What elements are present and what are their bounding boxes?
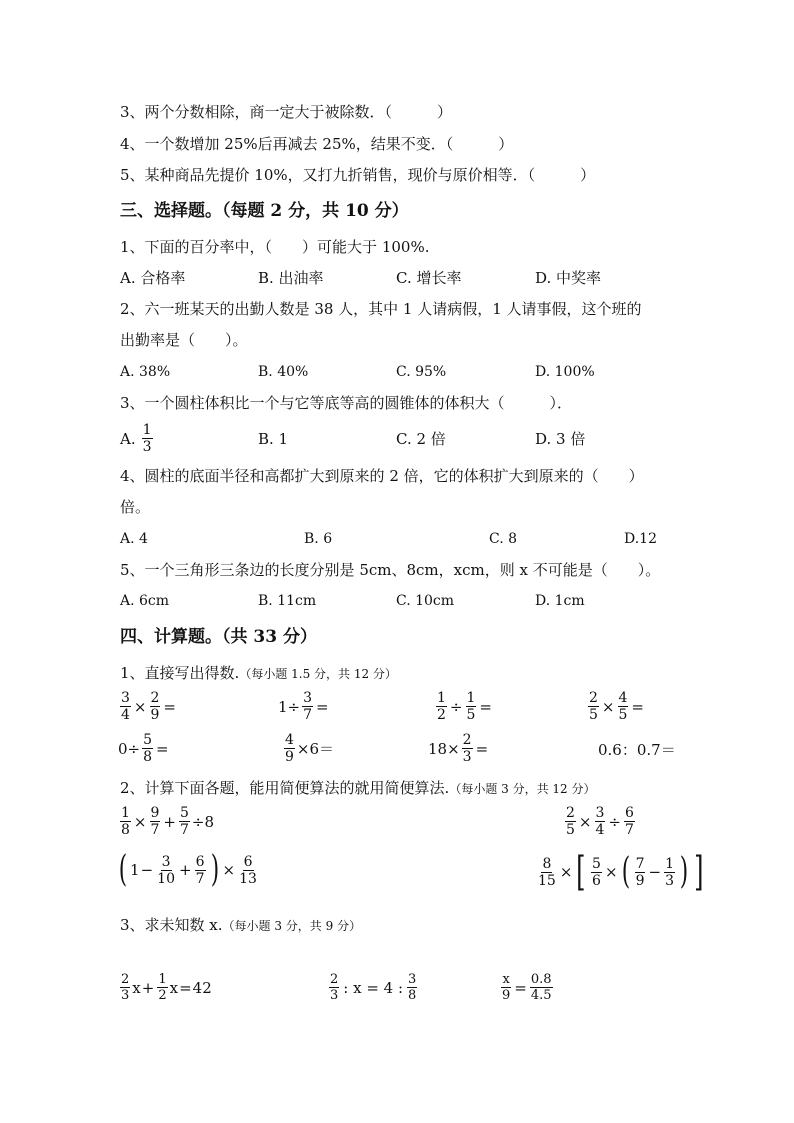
- denominator: 7: [180, 822, 189, 838]
- left-bracket: [: [576, 849, 586, 895]
- plus-sign: +: [163, 812, 176, 831]
- numerator: 0.8: [530, 972, 552, 987]
- equation-3: [499, 972, 555, 1003]
- subsection-title: 1、直接写出得数.: [120, 664, 240, 682]
- numerator: 2: [589, 690, 598, 706]
- denominator: 4: [121, 707, 130, 723]
- mental-calc-7: [428, 732, 489, 765]
- mental-calc-2: [278, 690, 330, 723]
- times-sign: ×: [601, 697, 615, 716]
- numerator: 3: [121, 690, 130, 706]
- denominator: 8: [408, 988, 417, 1003]
- numerator: 3: [595, 805, 605, 821]
- denominator: 3: [462, 749, 472, 765]
- right-bracket: ]: [694, 849, 704, 895]
- fraction: [618, 690, 629, 723]
- numerator: 1: [158, 972, 167, 987]
- numerator: 3: [408, 972, 417, 987]
- fraction: [501, 972, 511, 1003]
- choice-question-2-line1: 2、六一班某天的出勤人数是 38 人，其中 1 人请病假，1 人请事假，这个班的: [120, 300, 642, 318]
- fraction: [329, 972, 339, 1003]
- variable-x: x: [169, 978, 179, 997]
- numerator: 1: [437, 690, 446, 706]
- mental-calc-8: 0.6：0.7＝: [598, 741, 676, 759]
- numerator: 7: [635, 855, 645, 872]
- denominator: 13: [239, 870, 257, 887]
- denominator: 4.5: [530, 988, 552, 1003]
- numerator: 1: [121, 805, 130, 821]
- choice-q3-option-c: C. 2 倍: [396, 430, 446, 448]
- numerator: 8: [542, 855, 552, 872]
- judge-question-4: 4、一个数增加 25%后再减去 25%，结果不变．（ ）: [120, 135, 514, 153]
- minus-sign: −: [648, 863, 662, 881]
- denominator: 15: [538, 872, 556, 889]
- denominator: 5: [566, 822, 575, 838]
- minus-sign: −: [140, 861, 154, 879]
- numerator: 9: [150, 805, 160, 821]
- times-sign: ×: [578, 812, 592, 831]
- left-paren: (: [118, 849, 128, 890]
- calc-subsection-2-title: [120, 778, 596, 799]
- denominator: 3: [665, 872, 674, 889]
- times-sign: ×: [133, 812, 147, 831]
- choice-q5-option-c: C. 10cm: [396, 593, 455, 609]
- numerator: 1: [142, 422, 152, 438]
- times-sign: ×: [133, 697, 147, 716]
- subsection-note: （每小题 1.5 分，共 12 分）: [239, 667, 397, 681]
- fraction: [664, 856, 675, 889]
- equals-sign: =: [179, 978, 192, 997]
- choice-q3-option-a: [120, 422, 155, 455]
- fraction: [179, 805, 190, 838]
- fraction: [120, 972, 130, 1003]
- fraction: [157, 972, 167, 1003]
- choice-question-1: 1、下面的百分率中，（ ）可能大于 100%.: [120, 238, 430, 256]
- simplify-calc-4: [535, 849, 707, 895]
- choice-q1-option-c: C. 增长率: [396, 269, 462, 287]
- plus-sign: +: [179, 861, 192, 879]
- fraction: [195, 854, 206, 887]
- right-paren: ): [679, 851, 689, 892]
- subsection-title: 2、计算下面各题，能用简便算法的就用简便算法.: [120, 779, 450, 797]
- numerator: 4: [618, 690, 628, 706]
- denominator: 7: [303, 707, 313, 723]
- denominator: 7: [150, 822, 160, 838]
- equation-rhs: 42: [192, 978, 212, 997]
- choice-q4-option-c: C. 8: [489, 531, 518, 547]
- numerator: 2: [566, 805, 575, 821]
- choice-question-5: 5、一个三角形三条边的长度分别是 5cm、8cm，xcm，则 x 不可能是（ ）。: [120, 561, 661, 579]
- numerator: 2: [121, 972, 130, 987]
- numerator: 2: [330, 972, 339, 987]
- equals-sign: =: [475, 739, 489, 758]
- times-sign: ×: [222, 861, 236, 879]
- denominator: 3: [121, 988, 130, 1003]
- fraction: [565, 805, 576, 838]
- simplify-calc-1: [118, 805, 214, 838]
- expression-lead: 18×: [428, 739, 460, 758]
- choice-q5-option-d: D. 1cm: [535, 593, 585, 609]
- numerator: 6: [243, 853, 253, 870]
- fraction: [466, 690, 477, 723]
- denominator: 7: [625, 822, 634, 838]
- equals-sign: =: [514, 978, 527, 997]
- denominator: 5: [589, 707, 598, 723]
- equals-sign: =: [631, 697, 644, 716]
- choice-question-2-line2: 出勤率是（ ）。: [120, 331, 248, 349]
- expression-lead: 1: [130, 861, 140, 879]
- choice-q1-option-d: D. 中奖率: [535, 269, 602, 287]
- numerator: 3: [161, 853, 171, 870]
- choice-q1-option-b: B. 出油率: [258, 269, 324, 287]
- plus-sign: +: [141, 978, 155, 997]
- denominator: 2: [158, 988, 167, 1003]
- judge-question-3: 3、两个分数相除，商一定大于被除数．（ ）: [120, 103, 453, 121]
- choice-q5-option-a: A. 6cm: [120, 593, 170, 609]
- times-sign: ×: [559, 863, 573, 881]
- fraction: [150, 805, 161, 838]
- divide-sign: ÷: [449, 697, 463, 716]
- section-heading-choice: 三、选择题。（每题 2 分，共 10 分）: [120, 201, 409, 221]
- choice-question-4-line1: 4、圆柱的底面半径和高都扩大到原来的 2 倍，它的体积扩大到原来的（ ）: [120, 467, 644, 485]
- choice-q5-option-b: B. 11cm: [258, 593, 317, 609]
- fraction: [588, 690, 599, 723]
- mental-calc-6: [282, 732, 334, 765]
- simplify-calc-3: [116, 849, 260, 890]
- numerator: 6: [625, 805, 634, 821]
- equals-sign: =: [156, 739, 169, 758]
- expression-lead: 0÷: [118, 739, 141, 758]
- fraction: [462, 732, 473, 765]
- equation-1: [118, 972, 212, 1003]
- equals-sign: =: [163, 697, 176, 716]
- mental-calc-1: [118, 690, 177, 723]
- mental-calc-3: [434, 690, 493, 723]
- variable-x: x: [132, 978, 141, 997]
- left-paren: (: [621, 851, 630, 892]
- choice-question-4-line2: 倍。: [120, 498, 151, 516]
- fraction: [142, 422, 153, 455]
- choice-q3-option-d: D. 3 倍: [535, 430, 586, 448]
- choice-q2-option-b: B. 40%: [258, 364, 309, 380]
- numerator: 1: [466, 690, 476, 706]
- numerator: 4: [285, 732, 294, 748]
- right-paren: ): [210, 849, 219, 890]
- fraction: [120, 690, 131, 723]
- equation-2: [327, 972, 419, 1003]
- choice-q3-option-b: B. 1: [258, 430, 289, 448]
- numerator: 2: [150, 690, 160, 706]
- numerator: x: [502, 972, 510, 987]
- choice-q4-option-b: B. 6: [304, 531, 333, 547]
- choice-q4-option-d: D.12: [624, 531, 657, 547]
- choice-q2-option-c: C. 95%: [396, 364, 447, 380]
- expression-tail: ×6＝: [296, 740, 335, 758]
- subsection-note: （每小题 3 分，共 12 分）: [449, 782, 596, 796]
- denominator: 9: [150, 707, 160, 723]
- choice-q2-option-d: D. 100%: [535, 364, 595, 380]
- expression-lead: 1÷: [278, 697, 301, 716]
- calc-subsection-3-title: [120, 915, 361, 936]
- numerator: 5: [180, 805, 189, 821]
- equals-sign: =: [479, 697, 492, 716]
- denominator: 7: [195, 870, 205, 887]
- fraction: [595, 805, 606, 838]
- fraction: [530, 972, 553, 1003]
- expression-tail: ÷8: [191, 812, 215, 831]
- denominator: 3: [330, 988, 339, 1003]
- denominator: 4: [595, 822, 605, 838]
- denominator: 10: [157, 870, 175, 887]
- numerator: 2: [462, 732, 472, 748]
- section-heading-calc: 四、计算题。（共 33 分）: [120, 627, 317, 647]
- mental-calc-4: [586, 690, 645, 723]
- subsection-note: （每小题 3 分，共 9 分）: [222, 919, 362, 933]
- fraction: [537, 856, 557, 889]
- denominator: 9: [502, 988, 511, 1003]
- numerator: 5: [143, 732, 153, 748]
- divide-sign: ÷: [608, 812, 621, 831]
- fraction: [407, 972, 417, 1003]
- fraction: [284, 732, 295, 765]
- denominator: 9: [285, 749, 294, 765]
- denominator: 3: [142, 439, 152, 455]
- calc-subsection-1-title: [120, 663, 397, 684]
- denominator: 2: [437, 707, 446, 723]
- numerator: 1: [665, 855, 674, 872]
- denominator: 8: [121, 822, 130, 838]
- fraction: [436, 690, 447, 723]
- denominator: 5: [618, 707, 628, 723]
- simplify-calc-2: [563, 805, 637, 838]
- judge-question-5: 5、某种商品先提价 10%，又打九折销售，现价与原价相等．（ ）: [120, 166, 596, 184]
- fraction: [635, 856, 646, 889]
- equals-sign: =: [316, 697, 329, 716]
- fraction: [142, 732, 153, 765]
- choice-q1-option-a: A. 合格率: [120, 269, 186, 287]
- denominator: 5: [466, 707, 476, 723]
- denominator: 8: [143, 749, 153, 765]
- fraction: [591, 856, 602, 889]
- choice-q4-option-a: A. 4: [120, 531, 148, 547]
- subsection-title: 3、求未知数 x.: [120, 916, 223, 934]
- mental-calc-5: [118, 732, 170, 765]
- equation-middle: : x = 4 :: [343, 978, 404, 997]
- option-label: A.: [120, 429, 136, 448]
- fraction: [624, 805, 635, 838]
- choice-question-3: 3、一个圆柱体积比一个与它等底等高的圆锥体的体积大（ ）．: [120, 394, 573, 412]
- times-sign: ×: [604, 863, 618, 881]
- numerator: 6: [195, 853, 205, 870]
- denominator: 6: [592, 872, 601, 889]
- fraction: [150, 690, 161, 723]
- fraction: [238, 854, 258, 887]
- fraction: [120, 805, 131, 838]
- denominator: 9: [635, 872, 645, 889]
- fraction: [156, 854, 176, 887]
- fraction: [302, 690, 313, 723]
- numerator: 3: [303, 690, 313, 706]
- numerator: 5: [592, 855, 601, 872]
- choice-q2-option-a: A. 38%: [120, 364, 171, 380]
